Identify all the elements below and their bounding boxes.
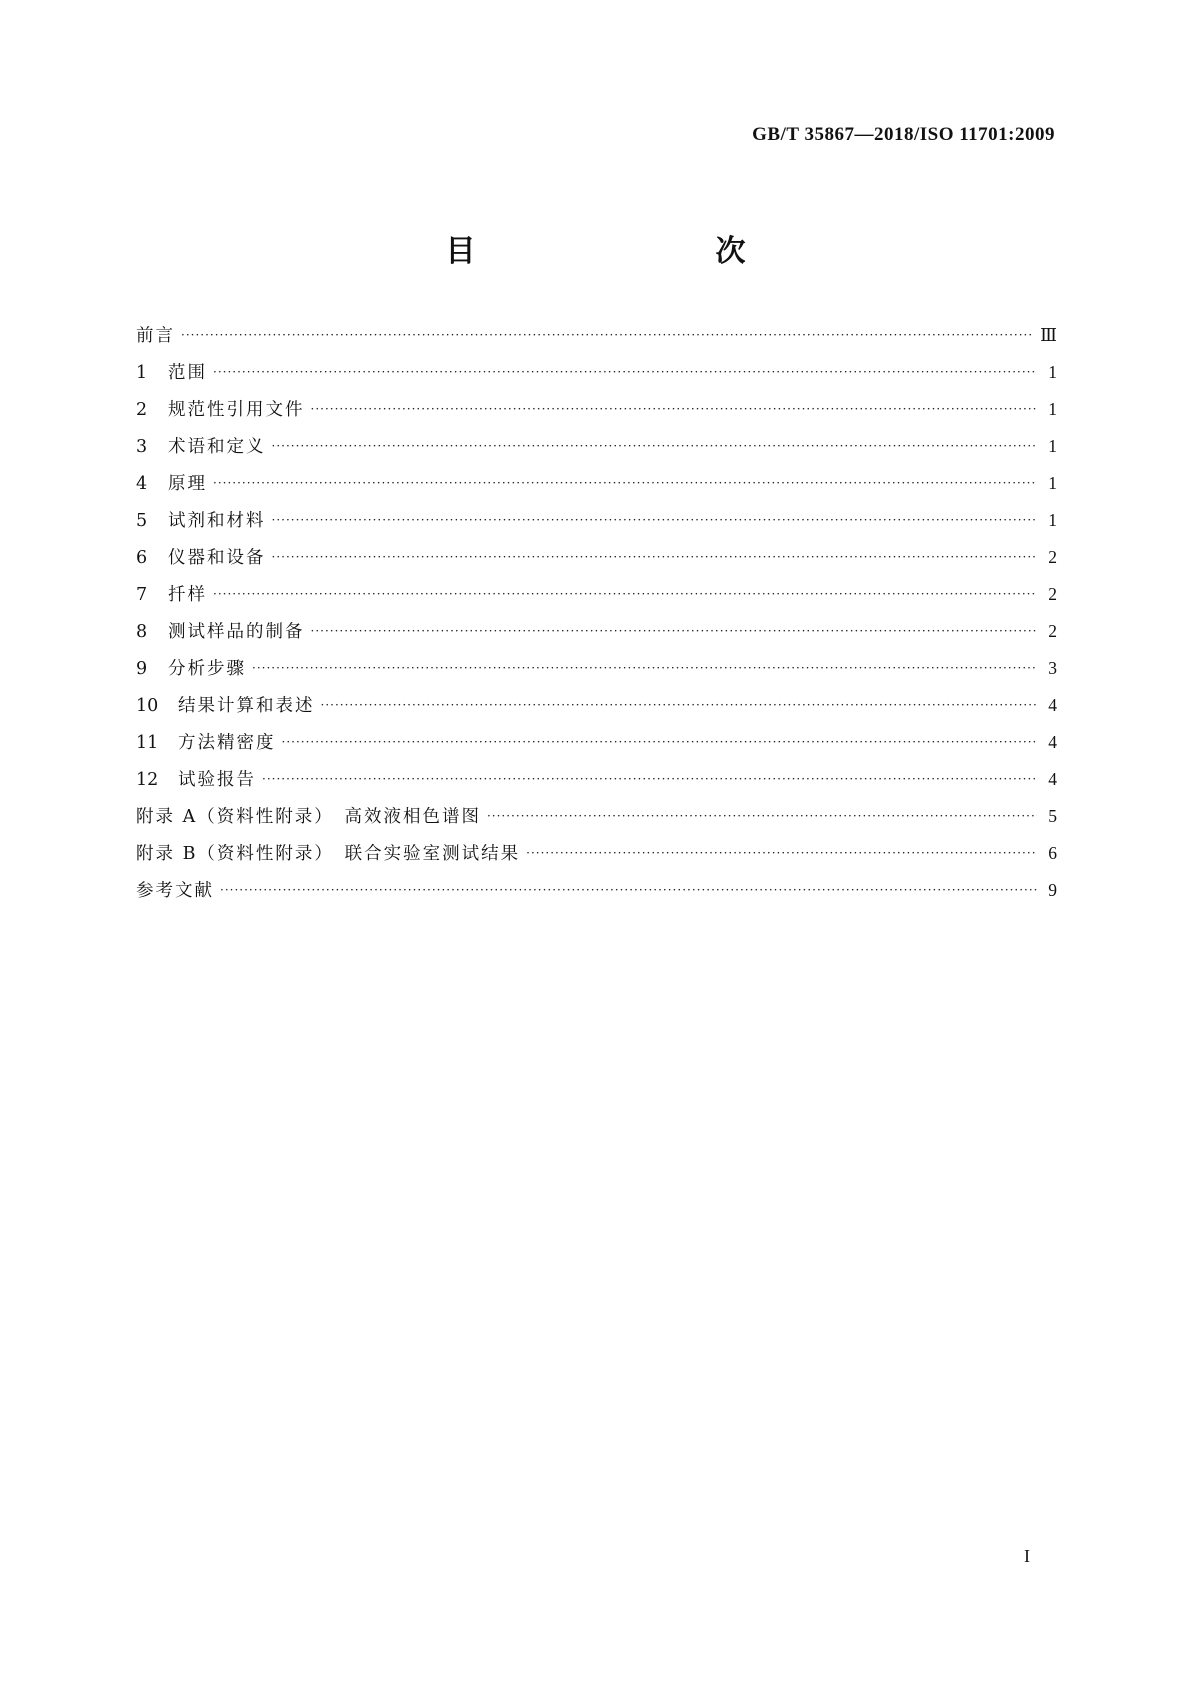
toc-entry-number: 11 bbox=[136, 733, 159, 753]
toc-entry-page: 1 bbox=[1048, 399, 1057, 419]
toc-entry-page: Ⅲ bbox=[1040, 325, 1057, 345]
toc-entry-1[interactable] bbox=[136, 359, 1057, 396]
toc-title: 目 次 bbox=[445, 234, 806, 269]
toc-dot-leader bbox=[213, 365, 1037, 379]
toc-dot-leader bbox=[252, 661, 1037, 675]
toc-entry-label: 测试样品的制备 bbox=[168, 622, 305, 642]
toc-entry-number: 3 bbox=[136, 437, 148, 457]
toc-entry-page: 1 bbox=[1048, 362, 1057, 382]
toc-entry-5[interactable] bbox=[136, 507, 1057, 544]
toc-entry-label: 附录 B（资料性附录） 联合实验室测试结果 bbox=[136, 844, 521, 864]
toc-dot-leader bbox=[311, 402, 1038, 416]
toc-entry-page: 1 bbox=[1048, 436, 1057, 456]
toc-entry-number: 9 bbox=[136, 659, 148, 679]
toc-entry-4[interactable] bbox=[136, 470, 1057, 507]
toc-entry-6[interactable] bbox=[136, 544, 1057, 581]
toc-dot-leader bbox=[487, 809, 1037, 823]
toc-dot-leader bbox=[282, 735, 1038, 749]
toc-entry-label: 结果计算和表述 bbox=[178, 696, 315, 716]
toc-entry-label: 分析步骤 bbox=[168, 659, 246, 679]
toc-dot-leader bbox=[321, 698, 1038, 712]
toc-entry-label: 试验报告 bbox=[178, 770, 256, 790]
toc-entry-page: 4 bbox=[1048, 695, 1057, 715]
toc-entry-label: 方法精密度 bbox=[178, 733, 276, 753]
toc-entry-page: 1 bbox=[1048, 510, 1057, 530]
toc-entry-page: 9 bbox=[1048, 880, 1057, 900]
toc-entry-label: 前言 bbox=[136, 326, 175, 346]
toc-dot-leader bbox=[272, 550, 1038, 564]
toc-dot-leader bbox=[220, 883, 1037, 897]
toc-dot-leader bbox=[213, 587, 1037, 601]
toc-entry-10[interactable] bbox=[136, 692, 1057, 729]
toc-dot-leader bbox=[526, 846, 1037, 860]
toc-entry-number: 7 bbox=[136, 585, 148, 605]
toc-entry-page: 2 bbox=[1048, 547, 1057, 567]
toc-entry-label: 参考文献 bbox=[136, 881, 214, 901]
toc-entry-number: 10 bbox=[136, 696, 159, 716]
toc-entry-number: 8 bbox=[136, 622, 148, 642]
toc-dot-leader bbox=[272, 439, 1038, 453]
toc-entry-number: 5 bbox=[136, 511, 148, 531]
page-number: I bbox=[1024, 1546, 1030, 1566]
toc-entry-page: 1 bbox=[1048, 473, 1057, 493]
toc-entry-label: 附录 A（资料性附录） 高效液相色谱图 bbox=[136, 807, 481, 827]
toc-entry-annex-b[interactable] bbox=[136, 840, 1057, 877]
toc-entry-label: 范围 bbox=[168, 363, 207, 383]
toc-entry-foreword[interactable] bbox=[136, 322, 1057, 359]
toc-entry-12[interactable] bbox=[136, 766, 1057, 803]
toc-entry-bibliography[interactable] bbox=[136, 877, 1057, 914]
toc-entry-page: 4 bbox=[1048, 732, 1057, 752]
toc-dot-leader bbox=[262, 772, 1037, 786]
toc-entry-number: 4 bbox=[136, 474, 148, 494]
toc-dot-leader bbox=[213, 476, 1037, 490]
toc-dot-leader bbox=[272, 513, 1038, 527]
toc-entry-page: 2 bbox=[1048, 621, 1057, 641]
toc-entry-label: 仪器和设备 bbox=[168, 548, 266, 568]
toc-entry-3[interactable] bbox=[136, 433, 1057, 470]
toc-entry-label: 试剂和材料 bbox=[168, 511, 266, 531]
toc-entry-label: 扦样 bbox=[168, 585, 207, 605]
toc-entry-11[interactable] bbox=[136, 729, 1057, 766]
toc-entry-label: 原理 bbox=[168, 474, 207, 494]
toc-entry-2[interactable] bbox=[136, 396, 1057, 433]
toc-entry-8[interactable] bbox=[136, 618, 1057, 655]
toc-dot-leader bbox=[311, 624, 1038, 638]
toc-entry-page: 2 bbox=[1048, 584, 1057, 604]
toc-entry-annex-a[interactable] bbox=[136, 803, 1057, 840]
toc-entry-page: 3 bbox=[1048, 658, 1057, 678]
toc-entry-number: 2 bbox=[136, 400, 148, 420]
toc-entry-page: 4 bbox=[1048, 769, 1057, 789]
toc-entry-label: 术语和定义 bbox=[168, 437, 266, 457]
standard-code: GB/T 35867—2018/ISO 11701:2009 bbox=[752, 124, 1055, 145]
toc-entry-page: 6 bbox=[1048, 843, 1057, 863]
toc-entry-7[interactable] bbox=[136, 581, 1057, 618]
toc-entry-label: 规范性引用文件 bbox=[168, 400, 305, 420]
toc-dot-leader bbox=[181, 328, 1034, 342]
toc-entry-number: 6 bbox=[136, 548, 148, 568]
toc-entry-9[interactable] bbox=[136, 655, 1057, 692]
toc-entry-number: 12 bbox=[136, 770, 159, 790]
toc-entry-number: 1 bbox=[136, 363, 148, 383]
table-of-contents bbox=[136, 322, 1057, 914]
toc-entry-page: 5 bbox=[1048, 806, 1057, 826]
